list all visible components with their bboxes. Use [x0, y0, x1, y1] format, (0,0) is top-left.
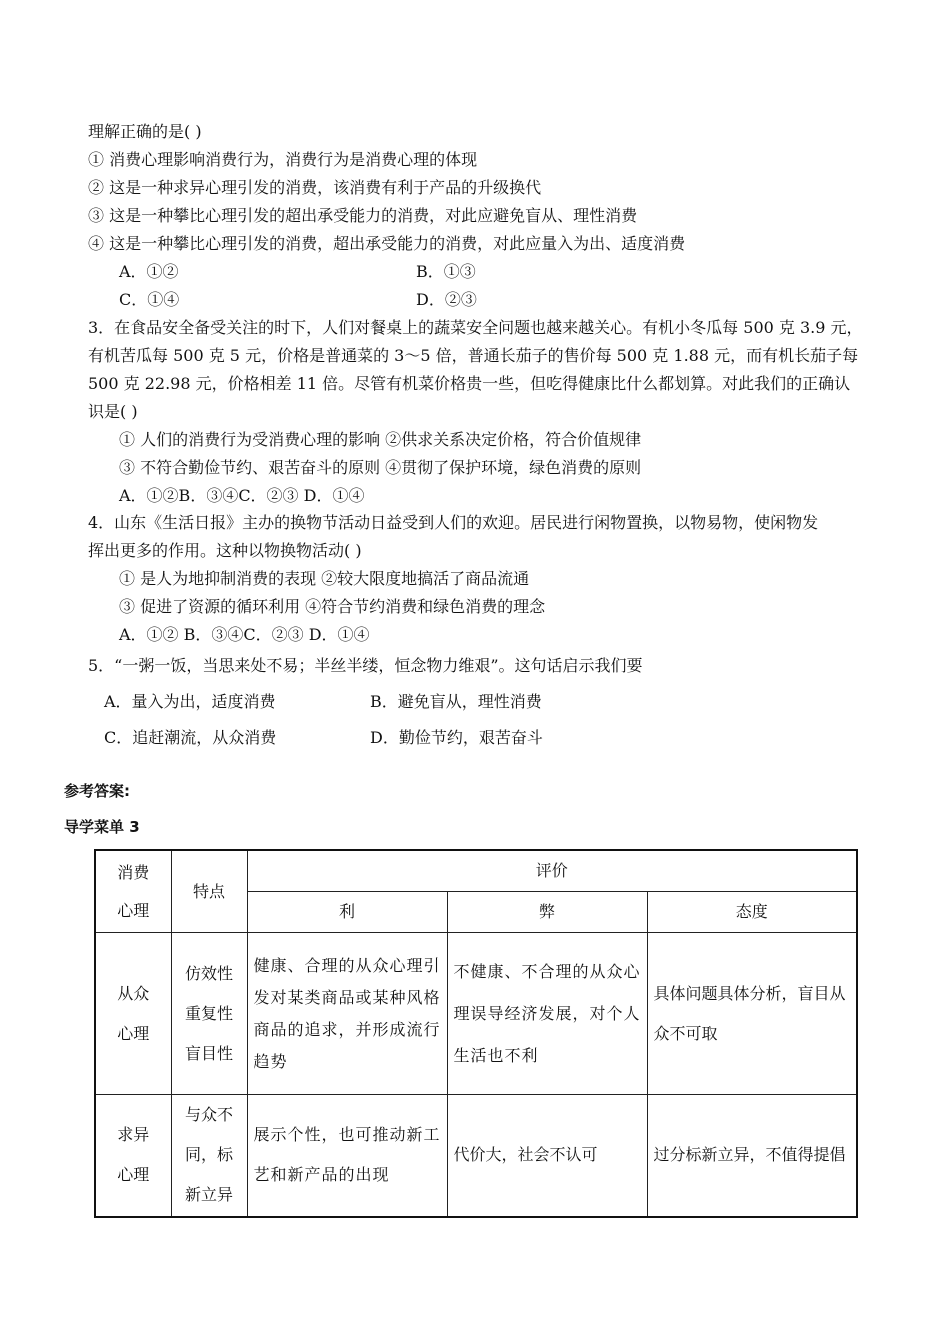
row-traits: 仿效性 重复性 盲目性	[171, 933, 247, 1095]
q5-choice-b: B．避免盲从，理性消费	[370, 692, 542, 711]
header-traits: 特点	[171, 850, 247, 933]
q2-choice-d: D．②③	[416, 290, 477, 309]
q3-option-row-2: ③ 不符合勤俭节约、艰苦奋斗的原则 ④贯彻了保护环境，绿色消费的原则	[119, 458, 642, 477]
row-name: 从众 心理	[95, 933, 171, 1095]
q5-choice-a: A．量入为出，适度消费	[104, 692, 276, 711]
q2-choice-b: B．①③	[416, 262, 476, 281]
q2-stem-tail: 理解正确的是( )	[88, 122, 202, 141]
q5-stem: 5．“一粥一饭，当思来处不易；半丝半缕，恒念物力维艰”。这句话启示我们要	[88, 656, 643, 675]
header-evaluation: 评价	[247, 850, 857, 892]
table-row	[95, 933, 857, 1095]
header-con: 弊	[447, 892, 647, 933]
q2-option-1: ① 消费心理影响消费行为，消费行为是消费心理的体现	[88, 150, 478, 169]
q2-choice-c: C．①④	[119, 290, 180, 309]
q3-stem-line-3: 500 克 22.98 元，价格相差 11 倍。尽管有机菜价格贵一些，但吃得健康比什么都划算。对此我们的正确认	[88, 374, 851, 393]
q3-stem-line-2: 有机苦瓜每 500 克 5 元，价格是普通菜的 3～5 倍，普通长茄子的售价每 500 克 1.88 元，而有机长茄子每	[88, 346, 859, 365]
q4-stem-line-1: 4．山东《生活日报》主办的换物节活动日益受到人们的欢迎。居民进行闲物置换，以物易物，使闲物发	[88, 513, 819, 532]
row-name: 求异 心理	[95, 1095, 171, 1217]
q3-option-row-1: ① 人们的消费行为受消费心理的影响 ②供求关系决定价格，符合价值规律	[119, 430, 642, 449]
q5-choice-c: C．追赶潮流，从众消费	[104, 728, 277, 747]
q4-choices: A．①② B．③④C．②③ D．①④	[119, 625, 370, 644]
q5-choice-d: D．勤俭节约，艰苦奋斗	[370, 728, 543, 747]
q4-stem-line-2: 挥出更多的作用。这种以物换物活动( )	[88, 541, 362, 560]
q4-option-row-1: ① 是人为地抑制消费的表现 ②较大限度地搞活了商品流通	[119, 569, 530, 588]
q4-option-row-2: ③ 促进了资源的循环利用 ④符合节约消费和绿色消费的理念	[119, 597, 546, 616]
row-pro: 展示个性，也可推动新工艺和新产品的出现	[247, 1095, 447, 1217]
answer-table	[94, 849, 858, 1218]
q3-stem-line-1: 3．在食品安全备受关注的时下，人们对餐桌上的蔬菜安全问题也越来越关心。有机小冬瓜每 500 克 3.9 元，	[88, 318, 863, 337]
q2-option-2: ② 这是一种求异心理引发的消费，该消费有利于产品的升级换代	[88, 178, 542, 197]
header-consumer-psychology: 消费 心理	[95, 850, 171, 933]
answers-section-title: 导学菜单 3	[64, 818, 140, 836]
q3-stem-line-4: 识是( )	[88, 402, 138, 421]
row-traits: 与众不同，标新立异	[171, 1095, 247, 1217]
q3-choices: A．①②B．③④C．②③ D．①④	[119, 486, 365, 505]
row-attitude: 过分标新立异，不值得提倡	[647, 1095, 857, 1217]
q2-choice-a: A．①②	[119, 262, 179, 281]
q2-option-3: ③ 这是一种攀比心理引发的超出承受能力的消费，对此应避免盲从、理性消费	[88, 206, 638, 225]
row-pro: 健康、合理的从众心理引发对某类商品或某种风格商品的追求，并形成流行趋势	[247, 933, 447, 1095]
row-con: 不健康、不合理的从众心理误导经济发展，对个人生活也不利	[447, 933, 647, 1095]
row-attitude: 具体问题具体分析，盲目从众不可取	[647, 933, 857, 1095]
row-con: 代价大，社会不认可	[447, 1095, 647, 1217]
table-row	[95, 1095, 857, 1217]
header-attitude: 态度	[647, 892, 857, 933]
q2-option-4: ④ 这是一种攀比心理引发的消费，超出承受能力的消费，对此应量入为出、适度消费	[88, 234, 686, 253]
header-pro: 利	[247, 892, 447, 933]
answers-heading: 参考答案:	[64, 782, 130, 800]
